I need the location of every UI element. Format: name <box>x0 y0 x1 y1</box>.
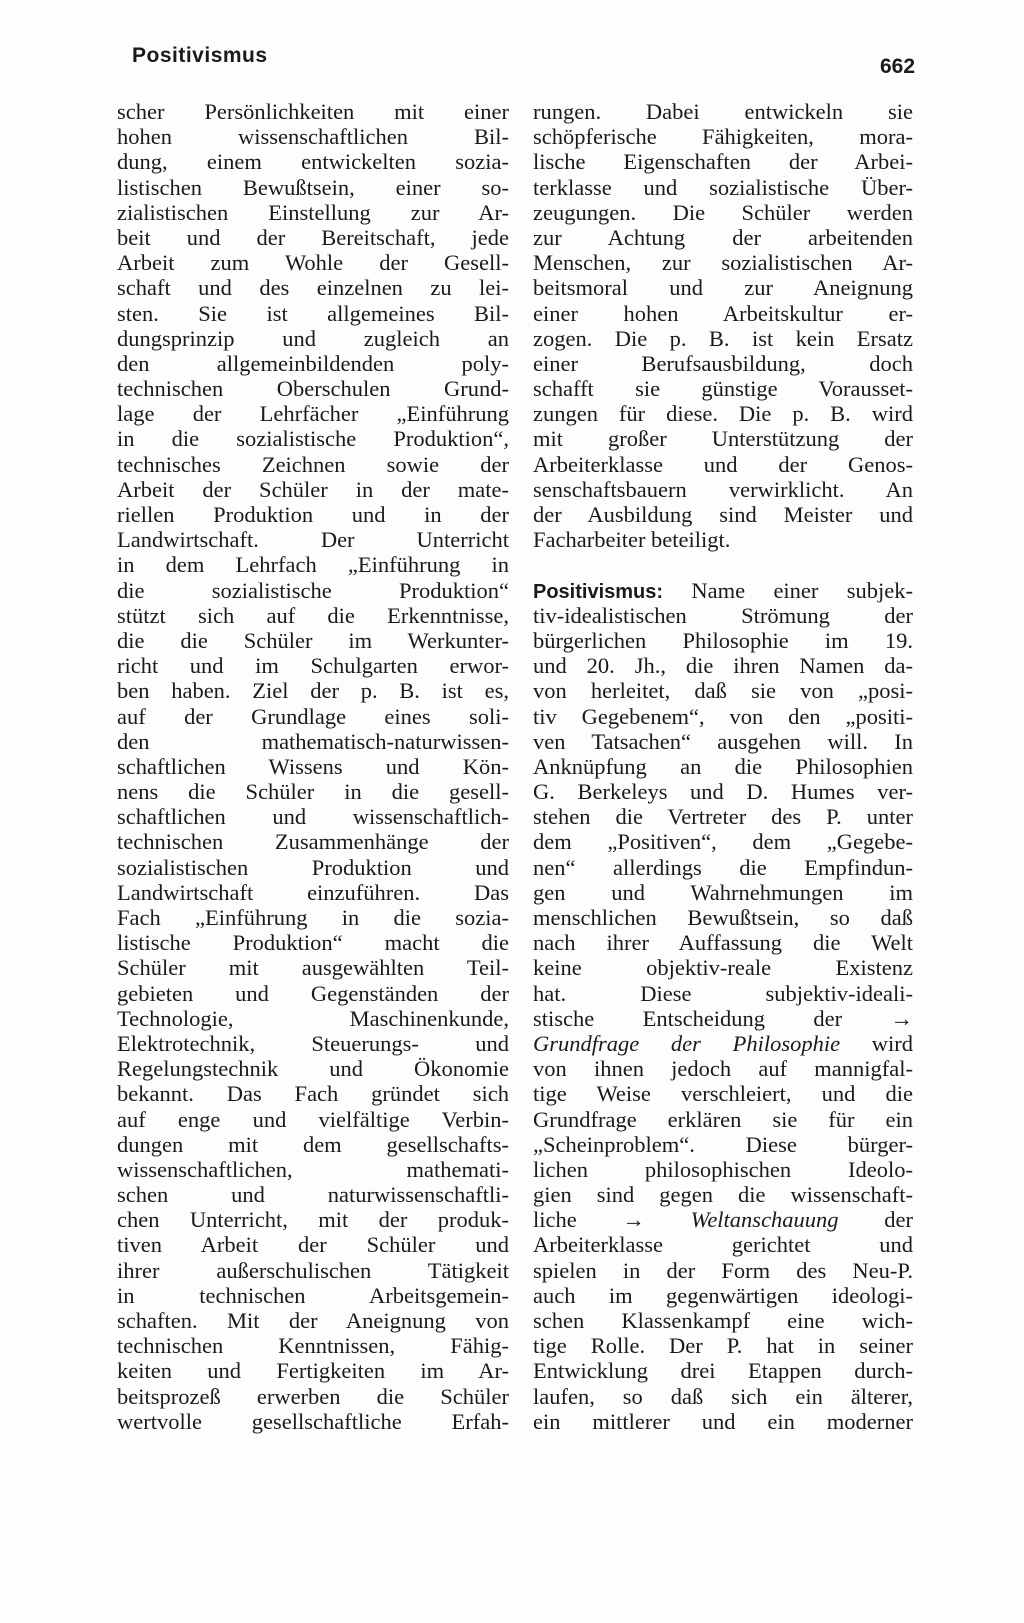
text-line: von ihnen jedoch auf mannigfal- <box>533 1056 913 1082</box>
text-line: laufen, so daß sich ein älterer, <box>533 1383 913 1409</box>
text-fragment: liche → <box>533 1207 691 1233</box>
text-line: der Ausbildung sind Meister und <box>533 502 913 527</box>
cross-reference-grundfrage[interactable]: Grundfrage der Philosophie <box>533 1030 841 1056</box>
text-line: schöpferische Fähigkeiten, mora- <box>533 124 913 150</box>
text-line: spielen in der Form des Neu-P. <box>533 1257 913 1283</box>
text-line: wertvolle gesellschaftliche Erfah- <box>117 1408 509 1434</box>
cross-reference-line <box>533 1207 913 1232</box>
text-line: ein mittlerer und ein moderner <box>533 1408 913 1434</box>
text-line: Arbeiterklasse und der Genos- <box>533 451 913 477</box>
text-line: beitsmoral und zur Aneignung <box>533 275 913 301</box>
text-line: beit und der Bereitschaft, jede <box>117 224 509 250</box>
text-line: Landwirtschaft. Der Unterricht <box>117 527 509 553</box>
text-line: zogen. Die p. B. ist kein Ersatz <box>533 325 913 351</box>
text-line: in dem Lehrfach „Einführung in <box>117 552 509 578</box>
text-line: auf der Grundlage eines soli- <box>117 703 509 729</box>
text-line: Arbeit der Schüler in der mate- <box>117 476 509 502</box>
text-line: Elektrotechnik, Steuerungs- und <box>117 1030 509 1056</box>
text-line: hat. Diese subjektiv-ideali- <box>533 980 913 1006</box>
right-column <box>533 99 913 1434</box>
entry-first-line <box>533 578 913 603</box>
text-line: tige Weise verschleiert, und die <box>533 1081 913 1107</box>
text-line: dung, einem entwickelten sozia- <box>117 149 509 175</box>
text-line: chen Unterricht, mit der produk- <box>117 1207 509 1233</box>
text-line: lichen philosophischen Ideolo- <box>533 1156 913 1182</box>
text-line: tige Rolle. Der P. hat in seiner <box>533 1333 913 1359</box>
text-line: riellen Produktion und in der <box>117 502 509 527</box>
left-column <box>117 99 509 1434</box>
text-line: senschaftsbauern verwirklicht. An <box>533 476 913 502</box>
text-line: schafft sie günstige Vorausset- <box>533 376 913 402</box>
text-line: schaftlichen und wissenschaftlich- <box>117 804 509 830</box>
running-head: Positivismus <box>132 44 268 67</box>
text-line: schen Klassenkampf eine wich- <box>533 1308 913 1333</box>
text-line: Entwicklung drei Etappen durch- <box>533 1358 913 1384</box>
text-line: auf enge und vielfältige Verbin- <box>117 1106 509 1132</box>
text-line: ben haben. Ziel der p. B. ist es, <box>117 678 509 704</box>
text-line: Schüler mit ausgewählten Teil- <box>117 955 509 981</box>
text-line: lische Eigenschaften der Arbei- <box>533 149 913 175</box>
text-line: in die sozialistische Produktion“, <box>117 426 509 452</box>
paragraph-gap <box>533 552 913 577</box>
text-line: dem „Positiven“, dem „Gegebe- <box>533 829 913 855</box>
text-line: wissenschaftlichen, mathemati- <box>117 1156 509 1182</box>
text-line: den allgemeinbildenden poly- <box>117 350 509 376</box>
text-line: bürgerlichen Philosophie im 19. <box>533 627 913 653</box>
text-line: einer Berufsausbildung, doch <box>533 350 913 376</box>
text-line: menschlichen Bewußtsein, so daß <box>533 905 913 930</box>
text-fragment: wird <box>840 1030 913 1056</box>
text-line: Arbeiterklasse gerichtet und <box>533 1232 913 1258</box>
text-line: G. Berkeleys und D. Humes ver- <box>533 779 913 805</box>
text-line: tiv-idealistischen Strömung der <box>533 602 913 628</box>
text-line: Anknüpfung an die Philosophien <box>533 753 913 779</box>
text-line: Technologie, Maschinenkunde, <box>117 1005 509 1031</box>
text-line: technischen Kenntnissen, Fähig- <box>117 1333 509 1359</box>
text-line: stehen die Vertreter des P. unter <box>533 804 913 830</box>
text-line: lage der Lehrfächer „Einführung <box>117 401 509 427</box>
text-line: ven Tatsachen“ ausgehen will. In <box>533 728 913 754</box>
page-number: 662 <box>880 55 916 78</box>
text-line: in technischen Arbeitsgemein- <box>117 1282 509 1308</box>
text-line: tiven Arbeit der Schüler und <box>117 1232 509 1258</box>
text-line: nens die Schüler in die gesell- <box>117 779 509 805</box>
text-line: listische Produktion“ macht die <box>117 930 509 956</box>
text-line: Facharbeiter beteiligt. <box>533 527 731 553</box>
text-line: zur Achtung der arbeitenden <box>533 224 913 250</box>
text-line: scher Persönlichkeiten mit einer <box>117 99 509 124</box>
text-line: keine objektiv-reale Existenz <box>533 955 913 981</box>
text-line: stützt sich auf die Erkenntnisse, <box>117 602 509 628</box>
text-line: tiv Gegebenem“, von den „positi- <box>533 703 913 729</box>
text-line: zungen für diese. Die p. B. wird <box>533 401 913 427</box>
text-line: Fach „Einführung in die sozia- <box>117 905 509 930</box>
text-line: schaft und des einzelnen zu lei- <box>117 275 509 301</box>
text-line: richt und im Schulgarten erwor- <box>117 653 509 679</box>
text-line: gien sind gegen die wissenschaft- <box>533 1182 913 1208</box>
text-line: nen“ allerdings die Empfindun- <box>533 854 913 880</box>
text-line: Arbeit zum Wohle der Gesell- <box>117 250 509 276</box>
text-line: sozialistischen Produktion und <box>117 854 509 880</box>
text-line: sten. Sie ist allgemeines Bil- <box>117 300 509 326</box>
text-line: zialistischen Einstellung zur Ar- <box>117 199 509 225</box>
text-line: Grundfrage erklären sie für ein <box>533 1106 913 1132</box>
text-line: terklasse und sozialistische Über- <box>533 174 913 200</box>
text-line: auch im gegenwärtigen ideologi- <box>533 1282 913 1308</box>
text-line: den mathematisch-naturwissen- <box>117 728 509 754</box>
text-line: dungsprinzip und zugleich an <box>117 325 509 351</box>
text-line: Menschen, zur sozialistischen Ar- <box>533 250 913 276</box>
text-line: schen und naturwissenschaftli- <box>117 1182 509 1208</box>
text-line: die die Schüler im Werkunter- <box>117 627 509 653</box>
text-line: technischen Zusammenhänge der <box>117 829 509 855</box>
text-line: technisches Zeichnen sowie der <box>117 451 509 477</box>
text-line: hohen wissenschaftlichen Bil- <box>117 124 509 150</box>
text-line: ihrer außerschulischen Tätigkeit <box>117 1257 509 1283</box>
text-line: gen und Wahrnehmungen im <box>533 879 913 905</box>
text-line: einer hohen Arbeitskultur er- <box>533 300 913 326</box>
text-line: nach ihrer Auffassung die Welt <box>533 930 913 956</box>
text-line: Regelungstechnik und Ökonomie <box>117 1056 509 1082</box>
text-line: von herleitet, daß sie von „posi- <box>533 678 913 704</box>
text-line: stische Entscheidung der → <box>533 1005 913 1031</box>
text-line: Landwirtschaft einzuführen. Das <box>117 879 509 905</box>
text-line: bekannt. Das Fach gründet sich <box>117 1081 509 1107</box>
text-fragment: der <box>838 1207 913 1233</box>
text-line: „Scheinproblem“. Diese bürger- <box>533 1131 913 1157</box>
text-line: schaftlichen Wissens und Kön- <box>117 753 509 779</box>
cross-reference-weltanschauung[interactable]: Weltanschauung <box>690 1207 839 1233</box>
text-line: und 20. Jh., die ihren Namen da- <box>533 653 913 679</box>
text-line: beitsprozeß erwerben die Schüler <box>117 1383 509 1409</box>
text-line: zeugungen. Die Schüler werden <box>533 199 913 225</box>
text-line: dungen mit dem gesellschafts- <box>117 1131 509 1157</box>
entry-first-line-text: Name einer subjek- <box>663 577 913 603</box>
text-line: technischen Oberschulen Grund- <box>117 376 509 402</box>
cross-reference-line <box>533 1031 913 1056</box>
text-line: schaften. Mit der Aneignung von <box>117 1308 509 1333</box>
text-line: rungen. Dabei entwickeln sie <box>533 99 913 124</box>
text-line: die sozialistische Produktion“ <box>117 577 509 603</box>
text-line: listischen Bewußtsein, einer so- <box>117 174 509 200</box>
text-line: gebieten und Gegenständen der <box>117 980 509 1006</box>
text-line: mit großer Unterstützung der <box>533 426 913 452</box>
text-line: keiten und Fertigkeiten im Ar- <box>117 1358 509 1384</box>
entry-keyword: Positivismus: <box>533 580 664 603</box>
